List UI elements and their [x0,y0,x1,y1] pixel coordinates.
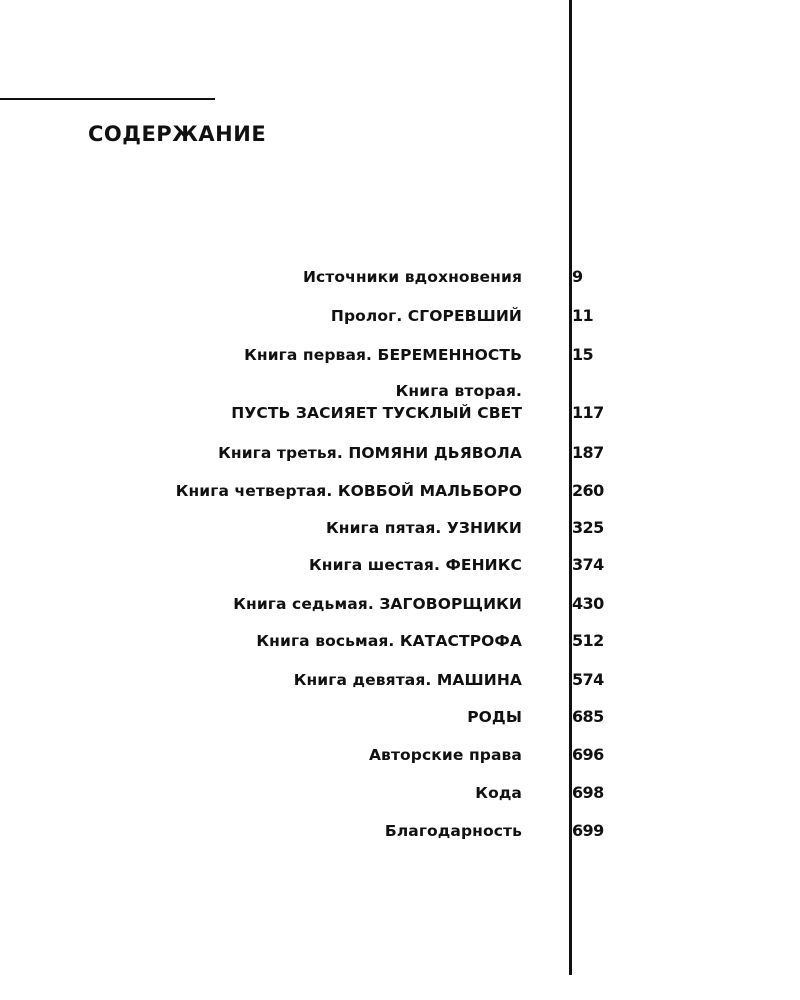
toc-entry-page: 325 [572,518,604,537]
toc-entry-page: 187 [572,443,604,462]
toc-entry-book-3[interactable] [0,438,800,464]
toc-entry-title: Книга шестая. ФЕНИКС [309,556,522,574]
toc-entry-page: 11 [572,306,594,325]
toc-entry-page: 699 [572,821,604,840]
toc-entry-page: 698 [572,783,604,802]
toc-entry-book-4[interactable] [0,476,800,502]
toc-entry-sources[interactable] [0,262,800,288]
toc-entry-book-7[interactable] [0,589,800,615]
toc-entry-birth[interactable] [0,702,800,728]
toc-entry-title: Книга четвертая. КОВБОЙ МАЛЬБОРО [175,482,522,500]
toc-entry-page: 374 [572,555,604,574]
toc-entry-book-8[interactable] [0,626,800,652]
toc-entry-title: Пролог. СГОРЕВШИЙ [330,307,522,325]
toc-entry-title: Книга девятая. МАШИНА [293,671,522,689]
toc-entry-title: Источники вдохновения [302,268,522,286]
toc-entry-title: Книга вторая. ПУСТЬ ЗАСИЯЕТ ТУСКЛЫЙ СВЕТ [231,382,522,422]
toc-entry-page: 696 [572,745,604,764]
toc-entry-page: 9 [572,267,583,286]
toc-entry-page: 574 [572,670,604,689]
toc-entry-title: Книга восьмая. КАТАСТРОФА [256,632,522,650]
toc-entry-title: Книга третья. ПОМЯНИ ДЬЯВОЛА [218,444,522,462]
toc-entry-title: Книга пятая. УЗНИКИ [326,519,522,537]
toc-entry-page: 512 [572,631,604,650]
toc-entry-coda[interactable] [0,778,800,804]
page-title: СОДЕРЖАНИЕ [88,122,267,146]
toc-entry-title: Авторские права [368,746,522,764]
toc-entry-book-9[interactable] [0,665,800,691]
toc-entry-page: 430 [572,594,604,613]
top-rule [0,98,215,100]
toc-entry-book-5[interactable] [0,513,800,539]
toc-entry-copyright[interactable] [0,740,800,766]
toc-entry-title: РОДЫ [467,708,522,726]
toc-entry-acknowledgements[interactable] [0,816,800,842]
toc-entry-book-1[interactable] [0,340,800,366]
toc-entry-title: Благодарность [384,822,522,840]
toc-entry-book-6[interactable] [0,550,800,576]
toc-entry-page: 15 [572,345,594,364]
toc-entry-page: 117 [572,403,604,422]
toc-entry-book-2[interactable] [0,376,800,424]
toc-entry-prologue[interactable] [0,301,800,327]
toc-entry-page: 260 [572,481,604,500]
toc-entry-page: 685 [572,707,604,726]
toc-entry-title: Книга седьмая. ЗАГОВОРЩИКИ [233,595,522,613]
toc-entry-title: Кода [475,784,522,802]
toc-entry-title: Книга первая. БЕРЕМЕННОСТЬ [244,346,522,364]
